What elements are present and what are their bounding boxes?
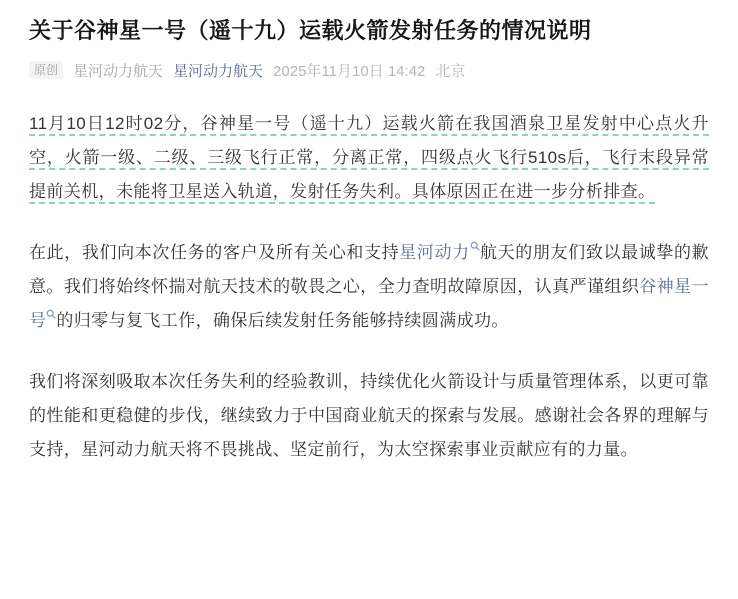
paragraph-text: 的归零与复飞工作，确保后续发射任务能够持续圆满成功。 [56,310,509,330]
paragraph-commitment: 我们将深刻吸取本次任务失利的经验教训，持续优化火箭设计与质量管理体系，以更可靠的性能和更稳健的步伐，继续致力于中国商业航天的探索与发展。感谢社会各界的理解与支持，星河动力航天将不畏挑战、坚定前行，为太空探索事业贡献应有的力量。 [29,371,709,459]
paragraph-text: 航天的朋友们致以最诚挚的歉意。我们将始终怀揣对航天技术的敬畏之心，全力查明故障原因，认真严谨组织 [29,242,710,296]
account-name-link[interactable]: 星河动力航天 [173,62,264,80]
article-meta-row [29,60,709,81]
paragraph-launch-statement [29,107,709,209]
publish-location: 北京 [435,62,466,80]
publish-date: 2025年11月10日 14:42 [273,62,426,80]
article-title: 关于谷神星一号（遥十九）运载火箭发射任务的情况说明 [29,18,592,43]
paragraph-text: 在此，我们向本次任务的客户及所有关心和支持 [29,242,400,262]
keyword-link-ceres-1[interactable]: 谷神星一号 [29,276,709,330]
paragraph-apology [29,236,709,338]
keyword-link-galactic-energy[interactable]: 星河动力 [399,242,470,262]
underlined-statement-text: 11月10日12时02分，谷神星一号（遥十九）运载火箭在我国酒泉卫星发射中心点火升空，火箭一级、二级、三级飞行正常，分离正常，四级点火飞行510s后，飞行末段异常提前关机，未能将卫星送入轨道，发射任务失利。具体原因正在进一步分析排查。 [29,113,709,201]
original-badge: 原创 [29,61,63,79]
search-icon[interactable] [470,241,480,251]
search-icon[interactable] [46,309,56,319]
article-body [29,107,709,467]
author-name: 星河动力航天 [73,62,164,80]
